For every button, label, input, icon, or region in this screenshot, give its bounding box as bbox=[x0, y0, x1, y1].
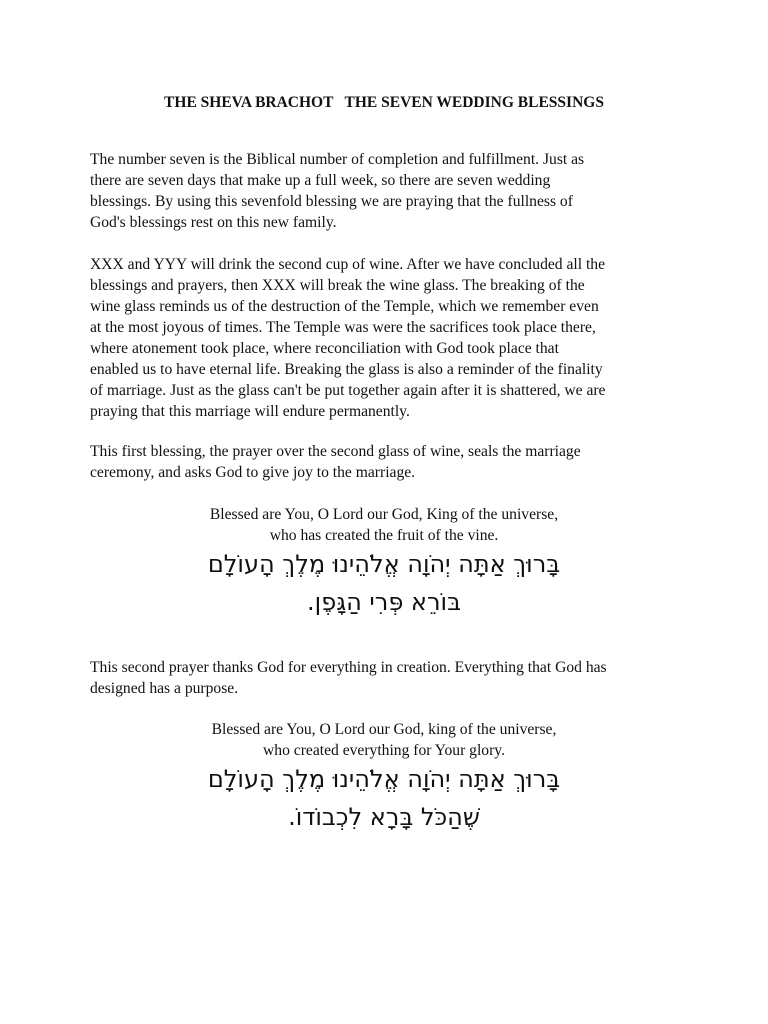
second-blessing-hebrew bbox=[0, 760, 768, 836]
wine-glass-line: of marriage. Just as the glass can't be put together again after it is shattered, we are bbox=[90, 382, 606, 399]
first-blessing-intro-line: ceremony, and asks God to give joy to the marriage. bbox=[90, 464, 416, 481]
first-blessing-hebrew-line: בּוֹרֵא פְּרִי הַגָּפֶן. bbox=[307, 588, 461, 616]
wine-glass-paragraph bbox=[90, 254, 690, 422]
intro-line: there are seven days that make up a full week, so there are seven wedding bbox=[90, 172, 551, 189]
wine-glass-line: where atonement took place, where reconciliation with God took place that bbox=[90, 340, 559, 357]
second-prayer-intro-paragraph bbox=[90, 657, 690, 699]
page-title: THE SHEVA BRACHOT THE SEVEN WEDDING BLESSINGS bbox=[164, 94, 604, 111]
intro-line: The number seven is the Biblical number of completion and fulfillment. Just as bbox=[90, 151, 585, 168]
second-blessing-english-line: Blessed are You, O Lord our God, king of the universe, bbox=[211, 721, 557, 738]
first-blessing-english-line: who has created the fruit of the vine. bbox=[269, 527, 499, 544]
second-blessing-hebrew-line: בָּרוּךְ אַתָּה יְהֹוָה אֱלֹהֵינוּ מֶלֶךְ הָעוֹלָם bbox=[207, 765, 561, 793]
wine-glass-line: enabled us to have eternal life. Breaking the glass is also a reminder of the finality bbox=[90, 361, 603, 378]
second-prayer-intro-line: designed has a purpose. bbox=[90, 680, 239, 697]
first-blessing-english bbox=[0, 504, 768, 546]
first-blessing-hebrew-line: בָּרוּךְ אַתָּה יְהֹוָה אֱלֹהֵינוּ מֶלֶךְ הָעוֹלָם bbox=[207, 550, 561, 578]
second-prayer-intro-line: This second prayer thanks God for everything in creation. Everything that God has bbox=[90, 659, 607, 676]
second-blessing-english-line: who created everything for Your glory. bbox=[263, 742, 505, 759]
first-blessing-intro-paragraph bbox=[90, 441, 690, 483]
intro-paragraph bbox=[90, 149, 690, 233]
wine-glass-line: wine glass reminds us of the destruction of the Temple, which we remember even bbox=[90, 298, 599, 315]
wine-glass-line: praying that this marriage will endure permanently. bbox=[90, 403, 410, 420]
intro-line: blessings. By using this sevenfold blessing we are praying that the fullness of bbox=[90, 193, 573, 210]
wine-glass-line: blessings and prayers, then XXX will break the wine glass. The breaking of the bbox=[90, 277, 585, 294]
intro-line: God's blessings rest on this new family. bbox=[90, 214, 337, 231]
wine-glass-line: XXX and YYY will drink the second cup of wine. After we have concluded all the bbox=[90, 256, 606, 273]
first-blessing-english-line: Blessed are You, O Lord our God, King of the universe, bbox=[209, 506, 559, 523]
first-blessing-intro-line: This first blessing, the prayer over the second glass of wine, seals the marriage bbox=[90, 443, 581, 460]
second-blessing-english bbox=[0, 719, 768, 761]
first-blessing-hebrew bbox=[0, 545, 768, 621]
wine-glass-line: at the most joyous of times. The Temple was were the sacrifices took place there, bbox=[90, 319, 596, 336]
second-blessing-hebrew-line: שֶׁהַכֹּל בָּרָא לִכְבוֹדוֹ. bbox=[288, 803, 480, 831]
